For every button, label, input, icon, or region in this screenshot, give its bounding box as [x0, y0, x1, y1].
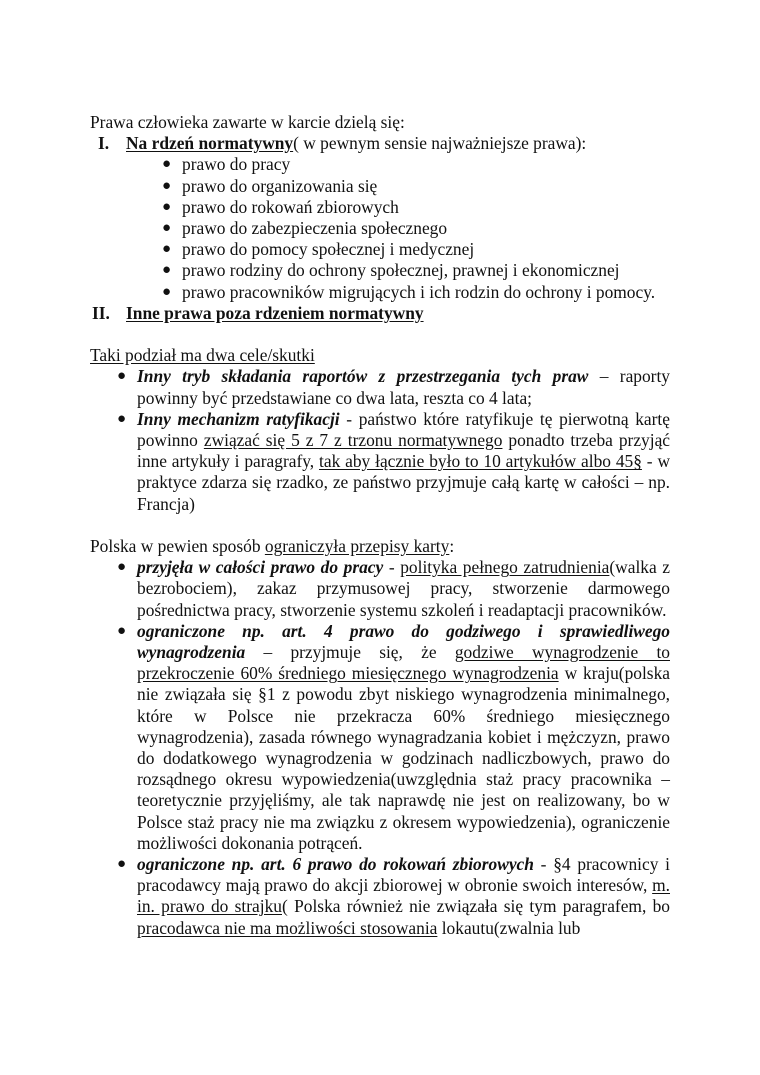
bullet-icon: ● — [162, 198, 172, 215]
text-run: ograniczone np. art. 6 prawo do rokowań zbiorowych — [137, 854, 534, 875]
bullet-icon: ● — [162, 262, 172, 279]
text-run: lokautu(zwalnia lub — [437, 917, 581, 938]
list-item — [90, 239, 670, 260]
core-rights-list — [90, 154, 670, 302]
effects-paragraph — [90, 345, 670, 366]
list-item — [90, 621, 670, 854]
text-run: – raporty powinny być przedstawiane co dwa lata, reszta co 4 lata; — [137, 366, 670, 408]
text-run: związać się 5 z 7 z trzonu normatywnego — [203, 430, 503, 451]
list-item — [90, 854, 670, 939]
list-item — [90, 218, 670, 239]
effects-list — [90, 366, 670, 514]
section-number: II. — [92, 302, 110, 323]
text-run: prawo do pomocy społecznej i medycznej — [182, 239, 475, 260]
text-run: prawo do pracy — [182, 154, 291, 175]
text-run: – przyjmuje się, że — [245, 642, 455, 663]
text-run: - — [383, 557, 401, 578]
bullet-icon: ● — [162, 283, 172, 300]
text-run: Inne prawa poza rdzeniem normatywny — [126, 302, 424, 323]
bullet-icon: ● — [117, 856, 127, 873]
text-run: prawo do organizowania się — [182, 175, 378, 196]
bullet-icon: ● — [162, 241, 172, 258]
poland-list — [90, 557, 670, 939]
list-item — [90, 176, 670, 197]
text-run: ograniczone np. art. 4 prawo do godziwego i sprawiedliwego wynagrodzenia — [137, 620, 670, 663]
bullet-icon: ● — [117, 410, 127, 427]
text-run: prawo rodziny do ochrony społecznej, prawnej i ekonomicznej — [182, 260, 620, 281]
text-run: prawo do rokowań zbiorowych — [182, 196, 399, 217]
section-2-heading — [90, 303, 670, 324]
text-run: : — [449, 536, 455, 557]
text-run: ( w pewnym sensie najważniejsze prawa): — [293, 133, 587, 154]
text-run: Polska w pewien sposób — [90, 536, 265, 557]
list-item — [90, 557, 670, 621]
text-run: ponadto trzeba przyjąć inne artykuły i paragrafy, — [137, 430, 671, 472]
text-run: - §4 pracownicy i pracodawcy mają prawo do akcji zbiorowej w obronie swoich interesów, — [137, 854, 670, 896]
bullet-icon: ● — [117, 559, 127, 576]
text-run: ( Polska również nie związała się tym paragrafem, bo — [282, 896, 670, 917]
list-item — [90, 154, 670, 175]
text-run: prawo pracowników migrujących i ich rodzin do ochrony i pomocy. — [182, 281, 656, 302]
text-run: (walka z bezrobociem), zakaz przymusowej pracy, stworzenie darmowego pośrednictwa pracy, stworzenie systemu szkoleń i readaptacji pracowników. — [137, 557, 670, 620]
bullet-icon: ● — [162, 220, 172, 237]
bullet-icon: ● — [117, 622, 127, 639]
text-run: Na rdzeń normatywny — [126, 133, 294, 154]
bullet-icon: ● — [117, 368, 127, 385]
bullet-icon: ● — [162, 156, 172, 173]
text-run: Taki podział ma dwa cele/skutki — [90, 345, 315, 366]
list-item — [90, 366, 670, 408]
list-item — [90, 282, 670, 303]
text-run: tak aby łącznie było to 10 artykułów albo 45§ — [319, 451, 642, 472]
section-1-heading — [90, 133, 670, 154]
text-run: w kraju(polska nie związała się §1 z powodu zbyt niskiego wynagrodzenia minimalnego, które w Polsce nie przekracza 60% średniego miesięcznego wynagrodzenia), zasada równego wynagradzania kobiet i mężczyzn, prawo do dodatkowego wynagrodzenia w godzinach nadliczbowych, prawo do rozsądnego okresu wypowiedzenia(uwzględnia staż pracy pracownika – teoretycznie przyjęliśmy, ale tak naprawdę nie jest on realizowany, bo w Polsce staż pracy nie ma związku z okresem wypowiedzenia), ograniczenie możliwości dokonania potrąceń. — [137, 663, 670, 853]
text-run: prawo do zabezpieczenia społecznego — [182, 218, 448, 239]
document-page — [90, 112, 670, 939]
text-run: polityka pełnego zatrudnienia — [400, 557, 610, 578]
text-run: pracodawca nie ma możliwości stosowania — [137, 917, 438, 938]
text-run: Inny tryb składania raportów z przestrzegania tych praw — [137, 366, 589, 387]
text-run: ograniczyła przepisy karty — [264, 536, 450, 557]
text-run: Inny mechanizm ratyfikacji — [137, 408, 340, 429]
list-item — [90, 197, 670, 218]
text-run: - w praktyce zdarza się rzadko, ze państwo przyjmuje całą kartę w całości – np. Francja) — [137, 451, 671, 514]
poland-paragraph — [90, 536, 670, 557]
text-run: - państwo które ratyfikuje tę pierwotną kartę powinno — [137, 408, 670, 451]
text-run: m. in. prawo do strajku — [137, 875, 670, 917]
text-run: Prawa człowieka zawarte w karcie dzielą się: — [90, 112, 405, 132]
bullet-icon: ● — [162, 177, 172, 194]
text-run: godziwe wynagrodzenie to przekroczenie 60% średniego miesięcznego wynagrodzenia — [137, 642, 670, 684]
intro-paragraph — [90, 112, 670, 133]
list-item — [90, 409, 670, 515]
text-run: przyjęła w całości prawo do pracy — [137, 557, 384, 578]
list-item — [90, 260, 670, 281]
section-number: I. — [98, 133, 110, 154]
